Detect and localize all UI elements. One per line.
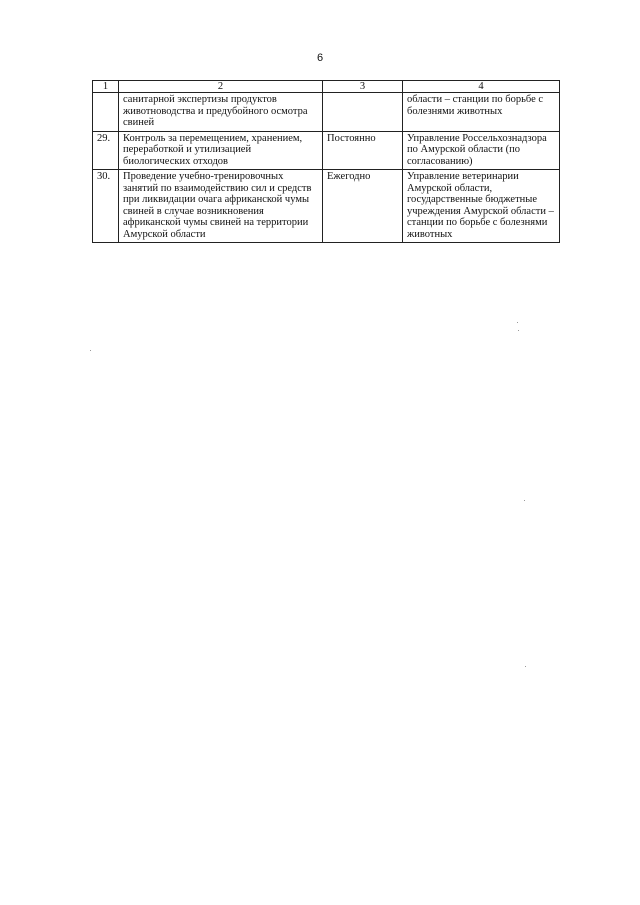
column-number: 2	[119, 81, 323, 93]
row-action: санитарной экспертизы продуктов животноводства и предубойного осмотра свиней	[119, 93, 323, 132]
row-term: Постоянно	[323, 131, 403, 170]
column-number: 4	[403, 81, 560, 93]
page-number: 6	[316, 52, 324, 64]
table-row	[93, 93, 560, 132]
scan-speck	[525, 666, 526, 667]
scan-speck	[90, 350, 91, 351]
row-executor: Управление ветеринарии Амурской области, государственные бюджетные учреждения Амурской области – станции по борьбе с болезнями животных	[403, 170, 560, 243]
row-action: Проведение учебно-тренировочных занятий по взаимодействию сил и средств при ликвидации очага африканской чумы свиней в случае возникновения африканской чумы свиней на территории Амурской области	[119, 170, 323, 243]
measures-table	[92, 80, 560, 243]
scan-speck	[518, 330, 519, 331]
table-row	[93, 131, 560, 170]
scan-speck	[517, 322, 518, 323]
column-number: 3	[323, 81, 403, 93]
scan-speck	[524, 500, 525, 501]
row-action: Контроль за перемещением, хранением, переработкой и утилизацией биологических отходов	[119, 131, 323, 170]
row-number: 30.	[93, 170, 119, 243]
row-number	[93, 93, 119, 132]
row-executor: Управление Россельхознадзора по Амурской области (по согласованию)	[403, 131, 560, 170]
column-number-row	[93, 81, 560, 93]
row-term: Ежегодно	[323, 170, 403, 243]
column-number: 1	[93, 81, 119, 93]
row-term	[323, 93, 403, 132]
row-executor: области – станции по борьбе с болезнями животных	[403, 93, 560, 132]
row-number: 29.	[93, 131, 119, 170]
table-row	[93, 170, 560, 243]
